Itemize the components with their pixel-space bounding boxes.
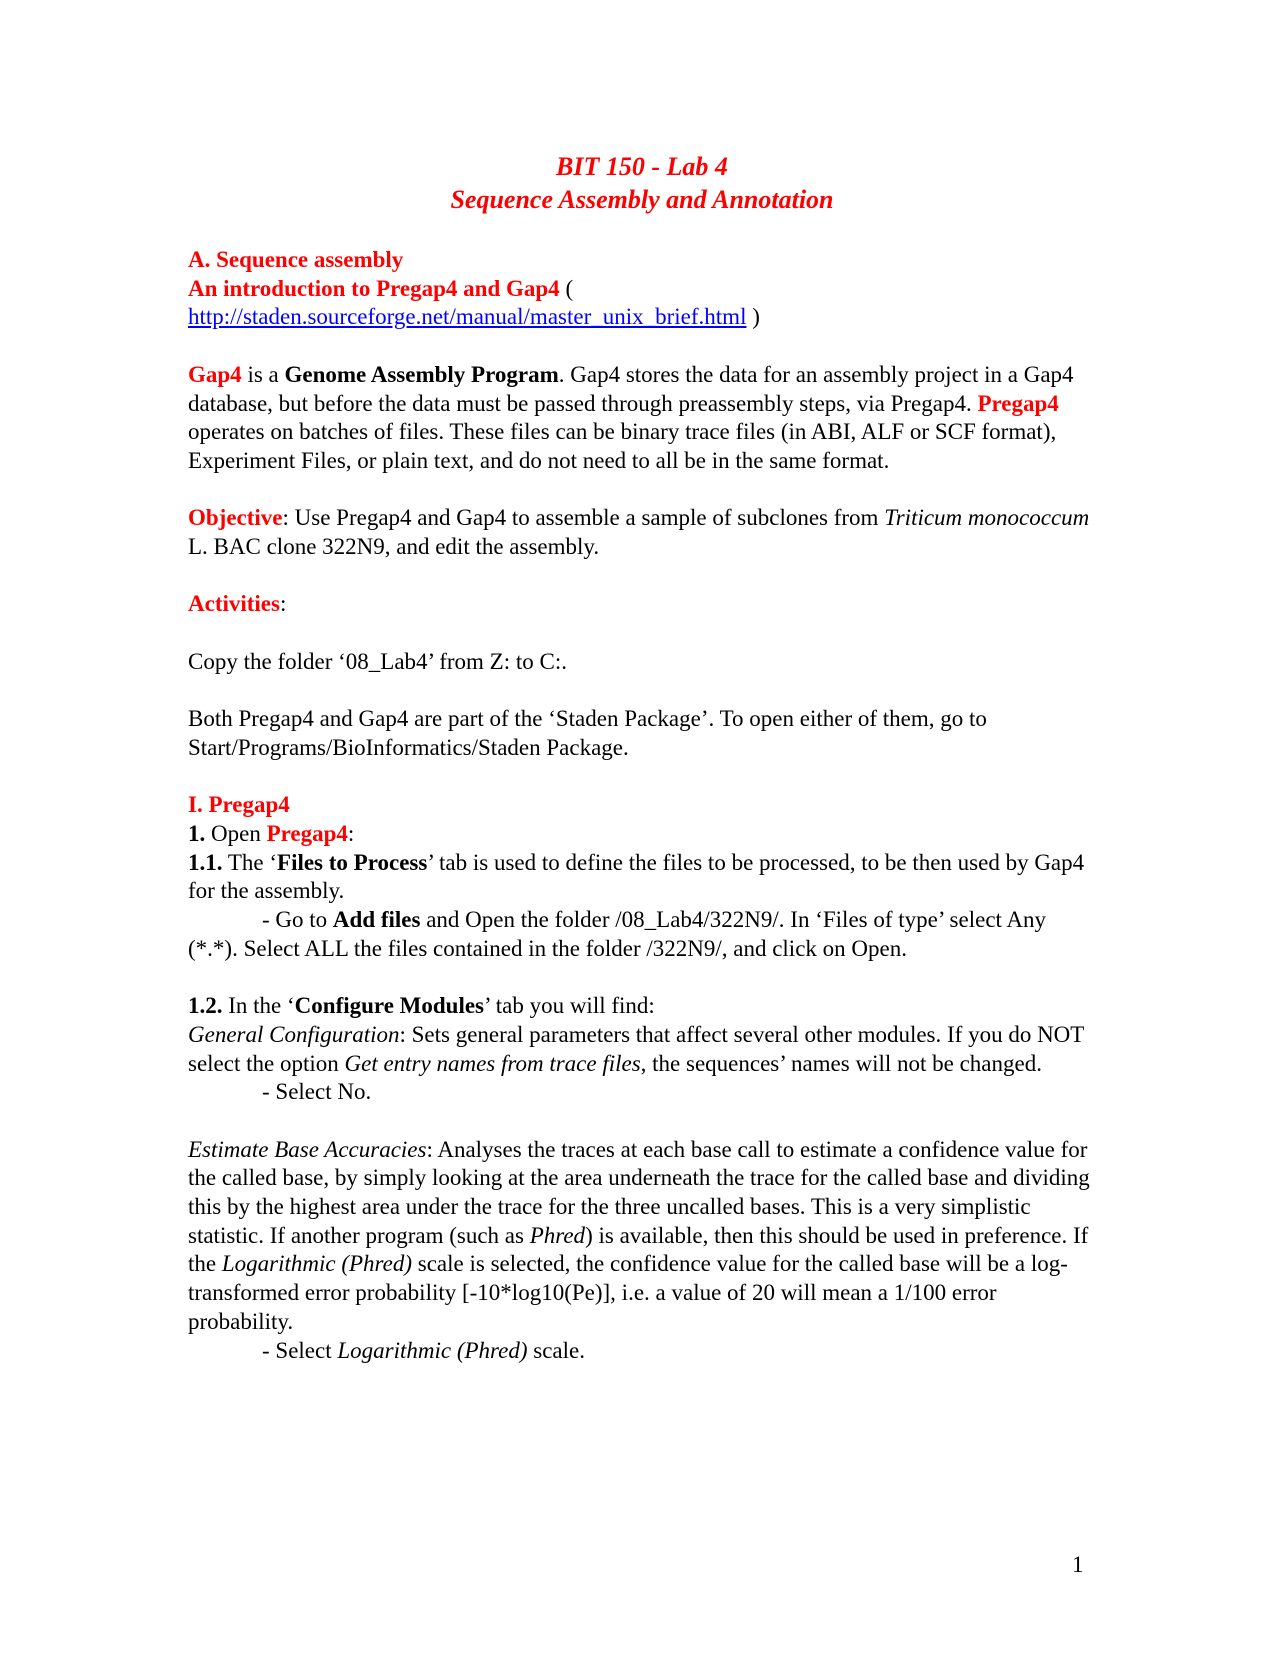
step-1-1 <box>188 849 1096 906</box>
text-run: : Sets general parameters that affect several other modules. If you do NOT select the option <box>188 1021 1084 1076</box>
page-content <box>188 150 1096 1365</box>
spacer <box>188 963 1096 992</box>
spacer <box>188 763 1096 792</box>
spacer <box>188 562 1096 591</box>
step-1 <box>188 820 1096 849</box>
spacer <box>188 676 1096 705</box>
text-run: operates on batches of files. These files can be binary trace files (in ABI, ALF or SCF format), Experiment Files, or plain text, and do not need to all be in the same format. <box>188 419 1057 473</box>
page-number: 1 <box>1072 1552 1084 1577</box>
phred-term: Phred <box>529 1222 586 1248</box>
species-name: Triticum monococcum <box>884 505 1090 531</box>
document-title <box>188 150 1096 216</box>
copy-folder-paragraph: Copy the folder ‘08_Lab4’ from Z: to C:. <box>188 648 567 674</box>
option-name: Get entry names from trace files <box>344 1050 641 1076</box>
spacer <box>188 619 1096 648</box>
objective-label: Objective <box>188 505 283 531</box>
text-run: is a <box>241 361 285 387</box>
genome-assembly-term: Genome Assembly Program <box>284 361 559 387</box>
spacer <box>188 332 1096 361</box>
text-run: and Open the folder /08_Lab4/322N9/. In ‘Files of type’ select Any (*.*). Select ALL the files contained in the folder /322N9/, and click on Open. <box>188 907 1047 961</box>
spacer <box>188 476 1096 505</box>
title-line-2: Sequence Assembly and Annotation <box>450 185 834 214</box>
step-number: 1. <box>188 820 206 846</box>
text-run: : Use Pregap4 and Gap4 to assemble a sample of subclones from <box>282 505 885 531</box>
objective-paragraph <box>188 504 1096 561</box>
staden-manual-link[interactable]: http://staden.sourceforge.net/manual/master_unix_brief.html <box>188 304 747 330</box>
text-run: : <box>279 591 287 617</box>
intro-heading: An introduction to Pregap4 and Gap4 <box>188 275 560 301</box>
logarithmic-term: Logarithmic (Phred) <box>337 1337 528 1363</box>
step-1-2 <box>188 992 1096 1021</box>
text-run: - Select <box>262 1337 338 1363</box>
gap4-paragraph <box>188 361 1096 476</box>
title-line-1: BIT 150 - Lab 4 <box>556 152 728 181</box>
general-configuration-paragraph <box>188 1021 1096 1078</box>
text-run: , the sequences’ names will not be changed. <box>640 1050 1042 1076</box>
text-run: scale. <box>527 1337 585 1363</box>
text-run: L. BAC clone 322N9, and edit the assembly. <box>188 534 600 559</box>
indent <box>188 1079 262 1104</box>
step-number: 1.2. <box>188 993 223 1019</box>
pregap4-term: Pregap4 <box>266 820 348 846</box>
text-run: ’ tab you will find: <box>484 993 655 1019</box>
text-run: : Analyses the traces at each base call to estimate a confidence value for the called base, by simply looking at the area underneath the trace for the called base and dividing this by the highest area under the trace for the three uncalled bases. This is a very simplistic statistic. If another program (such as <box>188 1136 1090 1248</box>
text-run: . Gap4 stores the data for an assembly project in a Gap4 database, but before the data must be passed through preassembly steps, via Pregap4. <box>188 361 1074 416</box>
pregap4-section-heading: I. Pregap4 <box>188 792 290 818</box>
text-run: In the ‘ <box>222 993 295 1019</box>
text-run: The ‘ <box>222 849 278 875</box>
general-configuration-select <box>188 1078 1096 1107</box>
pregap4-term: Pregap4 <box>977 390 1059 416</box>
spacer <box>188 1107 1096 1136</box>
add-files-term: Add files <box>332 907 421 933</box>
estimate-accuracies-paragraph <box>188 1136 1096 1337</box>
general-configuration-label: General Configuration <box>188 1021 400 1047</box>
configure-modules-term: Configure Modules <box>294 993 485 1019</box>
text-run: ’ tab is used to define the files to be processed, to be then used by Gap4 for the assembly. <box>188 849 1085 904</box>
intro-line <box>188 275 1096 304</box>
estimate-accuracies-label: Estimate Base Accuracies <box>188 1136 427 1162</box>
activities-label: Activities <box>188 591 280 617</box>
intro-close-paren: ) <box>746 304 760 330</box>
step-1-1-instruction <box>188 906 1096 963</box>
spacer <box>188 216 1096 246</box>
indent <box>188 1338 262 1363</box>
text-run: Open <box>205 820 267 846</box>
estimate-accuracies-select <box>188 1337 1096 1366</box>
gap4-term: Gap4 <box>188 361 242 387</box>
step-number: 1.1. <box>188 849 223 875</box>
text-run: ) is available, then this should be used in preference. If the <box>188 1222 1089 1277</box>
staden-paragraph: Both Pregap4 and Gap4 are part of the ‘Staden Package’. To open either of them, go to Start/Programs/BioInformatics/Staden Package. <box>188 706 987 760</box>
activities-heading <box>188 590 1096 619</box>
text-run: - Go to <box>262 907 333 933</box>
text-run: scale is selected, the confidence value for the called base will be a log-transformed error probability [-10*log10(Pe)], i.e. a value of 20 will mean a 1/100 error probability. <box>188 1251 1068 1334</box>
indent <box>188 907 262 932</box>
section-a-heading: A. Sequence assembly <box>188 247 404 272</box>
text-run: : <box>347 820 355 846</box>
link-line <box>188 303 1096 332</box>
intro-open-paren: ( <box>559 275 574 301</box>
logarithmic-term: Logarithmic (Phred) <box>221 1251 413 1277</box>
text-run: - Select No. <box>262 1079 372 1105</box>
files-to-process-term: Files to Process <box>277 849 428 875</box>
